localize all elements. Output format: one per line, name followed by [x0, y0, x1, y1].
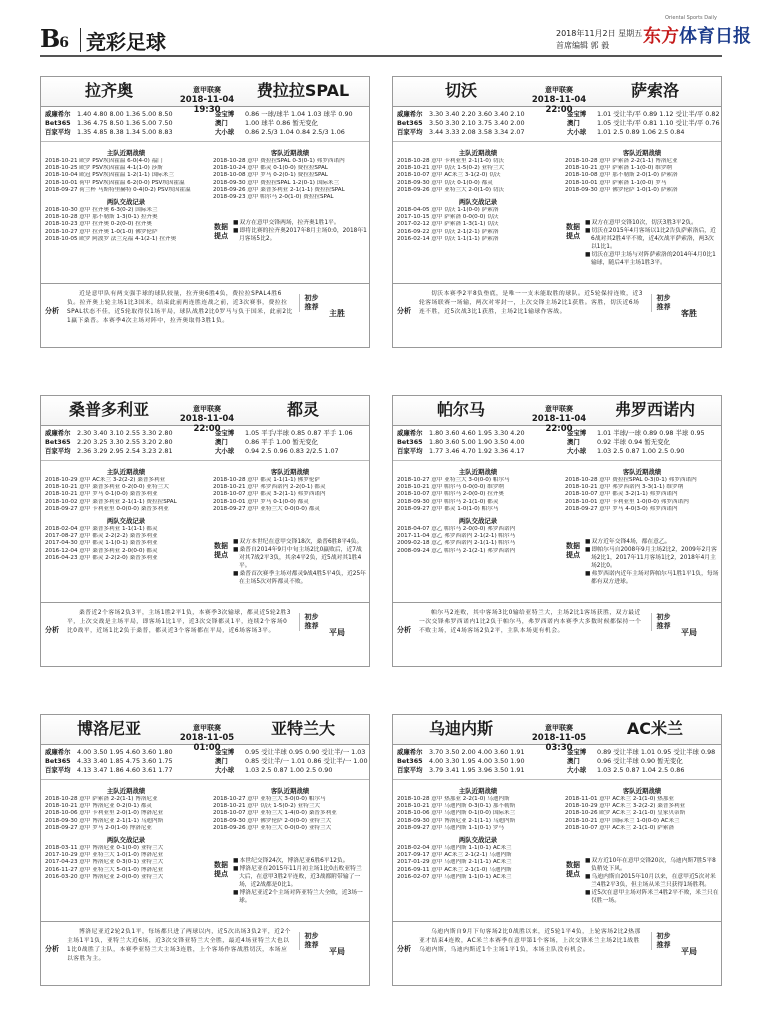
result-row: 2018-11-01 意甲 AC米兰 2-1(1-0) 热那亚 — [565, 796, 675, 802]
result-row: 2018-10-21 意甲 弗罗西诺内 2-2(0-1) 都灵 — [213, 484, 326, 491]
odds-row: 百家平均 3.79 3.41 1.95 3.96 3.50 1.91 — [397, 766, 525, 774]
handicap-row: 大小球 0.86 2.5/3 1.04 0.84 2.5/3 1.06 — [215, 128, 345, 136]
odds-row: 威廉希尔 1.40 4.80 8.00 1.36 5.00 8.50 — [45, 110, 173, 118]
match-card — [392, 76, 722, 348]
tip-item: ■ 双方近年交锋4场，都在意乙。 — [585, 538, 719, 546]
result-row: 2018-10-29 意甲 AC米兰 3-2(2-2) 桑普多利亚 — [565, 803, 686, 810]
analysis-box — [393, 283, 721, 349]
home-team: 帕尔马 — [436, 400, 485, 419]
match-info: 意甲联赛 2018-11-04 22:00 — [531, 86, 587, 115]
result-row: 2017-10-29 意甲 亚特兰大 1-0(1-0) 博洛尼亚 — [45, 852, 164, 859]
result-row: 2016-11-27 意甲 亚特兰大 5-0(1-0) 博洛尼亚 — [45, 866, 164, 873]
result-row: 2018-10-21 意甲 帕尔马 0-0(0-0) 维罗纳 — [397, 484, 505, 491]
result-row: 2018-09-30 意甲 佛罗伦萨 1-0(1-0) 萨索洛 — [565, 186, 678, 193]
result-row: 2018-09-23 意甲 帕尔马 2-0(1-0) 费拉拉SPAL — [213, 194, 334, 201]
handicap-table — [567, 429, 721, 456]
result-row: 2018-09-30 意甲 费拉拉SPAL 1-2(0-1) 国际米兰 — [213, 179, 340, 186]
odds-row: 威廉希尔 2.30 3.40 3.10 2.55 3.30 2.80 — [45, 429, 173, 437]
result-row: 2017-04-30 意甲 都灵 1-1(0-1) 桑普多利亚 — [45, 540, 158, 547]
result-row: 2018-10-21 意甲 桑普多利亚 0-2(0-0) 亚特兰大 — [45, 484, 169, 491]
home-recent-form: 主队近期战绩 2018-10-27 意甲 亚特兰大 3-0(0-0) 帕尔马 2018-10-21 意甲 帕尔马 0-0(0-0) 维罗纳 2018-10-07 意甲 帕尔马 2-0(0-0) 拉齐奥 2018-09-30 意甲 帕尔马 2-1(1-0) 都灵 2018-09-27 意甲 都灵 1-0(1-0) 帕尔马 两队交战记录 2018-04-07 意乙 帕尔马 2-0(0-0) 弗罗西诺内 2017-11-04 意乙 弗罗西诺内 2-1(2-1) 帕尔马 2009-02-18 意乙 弗罗西诺内 2-1(1-1) 帕尔马 2008-09-24 意乙 帕尔马 2-1(2-1) 弗罗西诺内 — [397, 468, 559, 555]
result-row: 2018-04-07 意乙 帕尔马 2-0(0-0) 弗罗西诺内 — [397, 526, 516, 533]
result-row: 2018-10-21 意甲 乌迪内斯 0-3(0-1) 那不勒斯 — [397, 803, 516, 810]
tip-item: ■ 博洛尼亚在2015年11月初主场1比0击败亚特兰大后，在意甲3胜2平连败，近3战都附带输了一场，近2战都是0比1。 — [233, 865, 367, 889]
tip-item: ■ 切沃在2015年4月客场以1比2告负萨索洛后，近6战对其2胜4平不败，近4次战平萨索洛，两3次以1比1。 — [585, 227, 719, 251]
tip-item: ■ 博洛尼亚近2个主场对阵亚特兰大全败，近3场一球。 — [233, 889, 367, 905]
handicap-row: 澳门 1.05 受让半/平 0.81 1.10 受让半/平 0.76 — [567, 119, 720, 127]
handicap-table — [215, 748, 369, 775]
match-card — [40, 76, 370, 348]
odds-row: 百家平均 3.44 3.33 2.08 3.58 3.34 2.07 — [397, 128, 525, 136]
tip-item: ■ 双方在意甲交锋两场，拉齐奥1胜1平。 — [233, 219, 367, 227]
handicap-row: 大小球 0.94 2.5 0.96 0.83 2/2.5 1.07 — [215, 447, 339, 455]
result-row: 2017-08-27 意甲 都灵 2-2(2-2) 桑普多利亚 — [45, 533, 158, 540]
result-row: 2018-10-27 意甲 亚特兰大 3-0(0-0) 帕尔马 — [397, 477, 510, 483]
result-row: 2018-10-07 意甲 AC米兰 3-1(2-0) 切沃 — [397, 172, 501, 179]
away-recent-form: 客队近期战绩 2018-11-01 意甲 AC米兰 2-1(1-0) 热那亚 2018-10-29 意甲 AC米兰 3-2(2-2) 桑普多利亚 2018-10-26 欧罗 AC米兰 2-1(1-0) 皇家贝蒂斯 2018-10-21 意甲 国际米兰 1-0(0-0) AC米兰 2018-10-07 意甲 AC米兰 2-1(1-0) 萨索洛 — [565, 787, 719, 832]
tip-item: ■ 弗罗西诺内近年主场对阵帕尔马1胜1平1负，每场都有双方进球。 — [585, 570, 719, 586]
handicap-row: 澳门 0.85 受让半/一 1.01 0.86 受让半/一 1.00 — [215, 757, 368, 765]
head-to-head: 两队交战记录 2018-04-07 意乙 帕尔马 2-0(0-0) 弗罗西诺内 2017-11-04 意乙 弗罗西诺内 2-1(2-1) 帕尔马 2009-02-18 意乙 弗罗西诺内 2-1(1-1) 帕尔马 2008-09-24 意乙 帕尔马 2-1(2-1) 弗罗西诺内 — [397, 517, 559, 555]
result-row: 2018-10-07 意甲 亚特兰大 1-4(0-0) 桑普多利亚 — [213, 810, 337, 817]
analysis-label: 分析 — [397, 307, 411, 315]
result-row: 2018-10-01 意甲 罗马 0-1(0-0) 都灵 — [213, 498, 309, 505]
analysis-label: 分析 — [397, 626, 411, 634]
odds-table — [397, 429, 577, 456]
tip-item: ■ 即将比赛的拉齐奥2017年8月主场0:0，2018年1月客场5比2。 — [233, 227, 367, 243]
odds-row: 威廉希尔 3.30 3.40 2.20 3.60 3.40 2.10 — [397, 110, 525, 118]
result-row: 2018-09-27 意甲 亚特兰大 0-0(0-0) 都灵 — [213, 505, 321, 512]
home-team: 桑普多利亚 — [68, 400, 149, 419]
odds-row: 威廉希尔 4.00 3.50 1.95 4.60 3.60 1.80 — [45, 748, 173, 756]
odds-row: Bet365 4.33 3.40 1.85 4.75 3.60 1.75 — [45, 757, 173, 765]
result-row: 2016-04-23 意甲 都灵 2-2(2-0) 桑普多利亚 — [45, 554, 158, 561]
result-row: 2018-10-30 意甲 拉齐奥 6-3(0-2) 国际米兰 — [45, 207, 158, 214]
result-row: 2018-02-04 意甲 桑普多利亚 1-1(1-1) 都灵 — [45, 526, 158, 533]
analysis-box — [41, 283, 369, 349]
handicap-row: 澳门 0.86 平手 1.00 暂无变化 — [215, 438, 318, 446]
head-to-head: 两队交战记录 2018-10-30 意甲 拉齐奥 6-3(0-2) 国际米兰 2018-10-28 意甲 那不勒斯 1-3(0-1) 拉齐奥 2018-10-23 意甲 拉齐奥 0-2(0-0) 拉齐奥 2018-10-27 意甲 拉齐奥 1-0(1-0) 佛罗伦萨 2018-10-05 欧罗 阿波罗 法兰克福 4-1(2-1) 拉齐奥 — [45, 198, 207, 243]
handicap-row: 金宝博 0.89 受让半球 1.01 0.95 受让半球 0.98 — [567, 748, 716, 756]
match-card — [40, 714, 370, 986]
result-row: 2018-10-04 欧冠 PSV埃因霍温 1-2(1-1) 国际米兰 — [45, 172, 174, 179]
odds-table — [45, 748, 225, 775]
result-row: 2018-10-08 意甲 罗马 0-2(0-1) 费拉拉SPAL — [213, 172, 328, 179]
recommended-pick: 平局 — [329, 628, 345, 637]
analysis-box — [41, 921, 369, 987]
analysis-text: 乌迪内斯自9月下旬客场2比0战胜以来，近5轮1平4负，上轮客场2比2热那亚才结束4连败，AC米兰本赛季在意甲第1个客场，上次交锋米兰主场2比1战胜乌迪内斯，乌迪内斯近1个主场1平1负，本场主队没有机会。 — [419, 929, 641, 953]
odds-table — [45, 110, 225, 137]
result-row: 2018-09-26 意甲 桑普多利亚 2-1(1-1) 费拉拉SPAL — [213, 186, 345, 193]
result-row: 2018-10-07 意甲 AC米兰 2-1(1-0) 萨索洛 — [565, 824, 675, 831]
match-info: 意甲联赛 2018-11-04 22:00 — [179, 405, 235, 434]
result-row: 2018-10-01 意甲 萨索洛 1-1(0-0) 罗马 — [565, 179, 667, 186]
tips-label: 数据提点 — [566, 223, 580, 240]
result-row: 2016-09-22 意甲 切沃 2-1(2-1) 萨索洛 — [397, 228, 499, 235]
result-row: 2018-03-11 意甲 博洛尼亚 0-1(0-0) 亚特兰大 — [45, 845, 164, 852]
head-to-head: 两队交战记录 2018-04-05 意甲 切沃 1-1(0-0) 萨索洛 2017-10-15 意甲 萨索洛 0-0(0-0) 切沃 2017-02-12 意甲 萨索洛 1-3(1-1) 切沃 2016-09-22 意甲 切沃 2-1(2-1) 萨索洛 2016-02-14 意甲 切沃 1-1(1-1) 萨索洛 — [397, 198, 559, 243]
home-recent-form: 主队近期战绩 2018-10-28 意甲 卡利亚里 2-1(1-0) 切沃 2018-10-21 意甲 切沃 1-5(0-2) 亚特兰大 2018-10-07 意甲 AC米兰 3-1(2-0) 切沃 2018-09-30 意甲 切沃 0-1(0-0) 都灵 2018-09-26 意甲 亚特兰大 2-0(1-0) 切沃 两队交战记录 2018-04-05 意甲 切沃 1-1(0-0) 萨索洛 2017-10-15 意甲 萨索洛 0-0(0-0) 切沃 2017-02-12 意甲 萨索洛 1-3(1-1) 切沃 2016-09-22 意甲 切沃 2-1(2-1) 萨索洛 2016-02-14 意甲 切沃 1-1(1-1) 萨索洛 — [397, 149, 559, 243]
analysis-box — [393, 602, 721, 668]
result-row: 2018-10-01 意甲 卡利亚里 1-0(0-0) 弗罗西诺内 — [565, 498, 689, 505]
result-row: 2018-10-08 意甲 那不勒斯 2-0(1-0) 萨索洛 — [565, 172, 678, 179]
tip-item: ■ 桑普自2014年9月中旬主场2比0赢败后，近7战对其7战2平3负，其余4平2负，近5战对其1胜4平。 — [233, 546, 367, 570]
result-row: 2018-10-02 意甲 桑普多利亚 2-1(1-1) 费拉拉SPAL — [45, 498, 177, 505]
result-row: 2017-09-17 意甲 AC米兰 2-1(2-1) 乌迪内斯 — [397, 852, 512, 859]
tip-item: ■ 本世纪交锋24次，博洛尼亚6胜6平12负。 — [233, 857, 367, 865]
result-row: 2018-10-28 意甲 都灵 1-1(1-1) 佛罗伦萨 — [213, 477, 321, 483]
result-row: 2018-09-27 意甲 乌迪内斯 1-1(0-1) 罗马 — [397, 824, 505, 831]
handicap-table — [215, 429, 369, 456]
odds-row: 威廉希尔 3.70 3.50 2.00 4.00 3.60 1.91 — [397, 748, 525, 756]
result-row: 2018-09-27 意甲 罗马 2-0(1-0) 博洛尼亚 — [45, 824, 153, 831]
away-recent-form: 客队近期战绩 2018-10-27 意甲 亚特兰大 3-0(0-0) 帕尔马 2018-10-21 意甲 切沃 1-5(0-2) 亚特兰大 2018-10-07 意甲 亚特兰大 1-4(0-0) 桑普多利亚 2018-09-30 意甲 佛罗伦萨 2-0(0-0) 亚特兰大 2018-09-26 意甲 亚特兰大 0-0(0-0) 亚特兰大 — [213, 787, 367, 832]
handicap-row: 金宝博 1.01 半球/一球 0.89 0.98 半球 0.95 — [567, 429, 705, 437]
result-row: 2018-10-28 意甲 费拉拉SPAL 0-3(0-1) 弗罗西诺内 — [565, 477, 697, 483]
match-card — [392, 714, 722, 986]
analysis-text: 切沃本赛季2平8负垫底，是唯一一支未能取胜的球队。近5轮保持连败，近3轮客场联赛一场输，两次对零封一，上次交锋主场2比1获胜。客胜，切沃近6场连不胜，近5次战3比1获胜，主场2比1输球作客战。 — [419, 291, 643, 315]
result-row: 2018-10-23 意甲 拉齐奥 0-2(0-0) 拉齐奥 — [45, 221, 153, 228]
handicap-row: 金宝博 1.05 平手/半球 0.85 0.87 平手 1.06 — [215, 429, 353, 437]
header-rule — [40, 55, 722, 57]
tip-item: ■ 双方本世纪在意甲交锋18次，桑普6胜8平4负。 — [233, 538, 367, 546]
home-team: 乌迪内斯 — [428, 719, 493, 738]
result-row: 2018-10-27 意甲 拉齐奥 1-0(1-0) 佛罗伦萨 — [45, 228, 158, 235]
result-row: 2018-09-27 荷兰杯 马斯特里赫特 0-4(0-2) PSV埃因霍温 — [45, 186, 191, 193]
analysis-label: 分析 — [45, 626, 59, 634]
analysis-text: 桑普近2个客场2负3平，主场1胜2平1负，本赛季3次输球，都灵近5轮2胜3平，上次交战是主场平局，即客场1比1平，近3次交锋都灵1平，连续2个客场0比0战平，近场1比2负于桑普，都灵近3个客场都在平局，近6场客场3平。 — [67, 610, 291, 634]
result-row: 2017-01-29 意甲 乌迪内斯 2-1(1-1) AC米兰 — [397, 859, 512, 866]
result-row: 2018-09-30 意甲 博洛尼亚 2-1(1-1) 乌迪内斯 — [397, 817, 516, 824]
odds-table — [397, 748, 577, 775]
result-row: 2018-09-30 意甲 佛罗伦萨 2-0(0-0) 亚特兰大 — [213, 817, 332, 824]
analysis-text: 帕尔马2连败，其中客场3比0输给亚特兰大，主场2比1客场获胜，双方最近一次交锋弗罗西诺内1比2负于帕尔马，弗罗西诺内本赛季大多数时候都保持一个不败主场，近4场客场2负2平，主队本场更有机会。 — [419, 610, 642, 634]
divider — [393, 779, 721, 780]
home-recent-form: 主队近期战绩 2018-10-28 意甲 热那亚 2-2(1-0) 乌迪内斯 2018-10-21 意甲 乌迪内斯 0-3(0-1) 那不勒斯 2018-10-06 意甲 乌迪内斯 0-1(0-0) 国际米兰 2018-09-30 意甲 博洛尼亚 2-1(1-1) 乌迪内斯 2018-09-27 意甲 乌迪内斯 1-1(0-1) 罗马 两队交战记录 2018-02-04 意甲 乌迪内斯 1-1(0-1) AC米兰 2017-09-17 意甲 AC米兰 2-1(2-1) 乌迪内斯 2017-01-29 意甲 乌迪内斯 2-1(1-1) AC米兰 2016-09-11 意甲 AC米兰 2-1(1-0) 乌迪内斯 2016-02-07 意甲 乌迪内斯 1-1(0-1) AC米兰 — [397, 787, 559, 881]
result-row: 2018-10-24 意甲 都灵 0-1(0-0) 费拉拉SPAL — [213, 165, 328, 172]
result-row: 2018-10-28 意甲 萨索洛 2-2(1-1) 博洛尼亚 — [45, 796, 158, 802]
divider — [41, 460, 369, 461]
analysis-label: 分析 — [397, 945, 411, 953]
result-row: 2017-11-04 意乙 弗罗西诺内 2-1(2-1) 帕尔马 — [397, 533, 516, 540]
divider — [393, 141, 721, 142]
away-team: 都灵 — [286, 400, 319, 419]
result-row: 2018-09-30 意甲 博洛尼亚 2-1(1-1) 乌迪内斯 — [45, 817, 164, 824]
head-to-head: 两队交战记录 2018-03-11 意甲 博洛尼亚 0-1(0-0) 亚特兰大 2017-10-29 意甲 亚特兰大 1-0(1-0) 博洛尼亚 2017-04-23 意甲 博洛尼亚 0-3(0-1) 亚特兰大 2016-11-27 意甲 亚特兰大 5-0(1-0) 博洛尼亚 2016-03-20 意甲 博洛尼亚 2-0(0-0) 亚特兰大 — [45, 836, 207, 881]
result-row: 2018-10-28 意甲 萨索洛 2-2(1-1) 博洛尼亚 — [565, 158, 678, 164]
result-row: 2018-09-30 意甲 切沃 0-1(0-0) 都灵 — [397, 179, 493, 186]
away-recent-form: 客队近期战绩 2018-10-28 意甲 费拉拉SPAL 0-3(0-1) 弗罗西诺内 2018-10-24 意甲 都灵 0-1(0-0) 费拉拉SPAL 2018-10-08 意甲 罗马 0-2(0-1) 费拉拉SPAL 2018-09-30 意甲 费拉拉SPAL 1-2(0-1) 国际米兰 2018-09-26 意甲 桑普多利亚 2-1(1-1) 费拉拉SPAL 2018-09-23 意甲 帕尔马 2-0(1-0) 费拉拉SPAL — [213, 149, 367, 201]
handicap-row: 澳门 0.96 受让半球 0.90 暂无变化 — [567, 757, 683, 765]
result-row: 2018-10-27 意甲 亚特兰大 3-0(0-0) 帕尔马 — [213, 796, 326, 802]
result-row: 2018-04-05 意甲 切沃 1-1(0-0) 萨索洛 — [397, 207, 499, 214]
result-row: 2018-10-07 意甲 都灵 3-2(1-1) 弗罗西诺内 — [213, 491, 326, 498]
result-row: 2018-10-05 欧罗 阿波罗 法兰克福 4-1(2-1) 拉齐奥 — [45, 235, 177, 242]
head-to-head: 两队交战记录 2018-02-04 意甲 桑普多利亚 1-1(1-1) 都灵 2017-08-27 意甲 都灵 2-2(2-2) 桑普多利亚 2017-04-30 意甲 都灵 1-1(0-1) 桑普多利亚 2016-12-04 意甲 桑普多利亚 2-0(0-0) 都灵 2016-04-23 意甲 都灵 2-2(2-0) 桑普多利亚 — [45, 517, 207, 562]
result-row: 2018-10-21 意甲 博洛尼亚 0-2(0-1) 都灵 — [45, 803, 153, 810]
analysis-label: 分析 — [45, 945, 59, 953]
odds-row: Bet365 1.36 4.75 8.50 1.36 5.00 7.50 — [45, 119, 173, 127]
recommended-pick: 客胜 — [681, 309, 697, 318]
handicap-row: 金宝博 1.01 受让半/平 0.89 1.12 受让半/平 0.82 — [567, 110, 720, 118]
recommended-pick: 平局 — [681, 947, 697, 956]
result-row: 2018-10-21 意甲 国际米兰 1-0(0-0) AC米兰 — [565, 817, 680, 824]
result-row: 2018-09-27 意甲 卡利亚里 0-0(0-0) 桑普多利亚 — [45, 505, 169, 512]
section-title: 竞彩足球 — [86, 30, 166, 54]
result-row: 2009-02-18 意乙 弗罗西诺内 2-1(1-1) 帕尔马 — [397, 540, 516, 547]
odds-row: 百家平均 1.77 3.46 4.70 1.92 3.36 4.17 — [397, 447, 525, 455]
analysis-label: 分析 — [45, 307, 59, 315]
away-team: 亚特兰大 — [270, 719, 335, 738]
match-info: 意甲联赛 2018-11-04 22:00 — [531, 405, 587, 434]
tip-item: ■ 切沃在意甲主场与对阵萨索洛的2014年4月0比1输球，随后4平主场1胜3平。 — [585, 251, 719, 267]
analysis-box — [393, 921, 721, 987]
result-row: 2016-12-04 意甲 桑普多利亚 2-0(0-0) 都灵 — [45, 547, 158, 554]
result-row: 2016-03-20 意甲 博洛尼亚 2-0(0-0) 亚特兰大 — [45, 873, 164, 880]
odds-table — [397, 110, 577, 137]
odds-row: 威廉希尔 1.80 3.60 4.60 1.95 3.30 4.20 — [397, 429, 525, 437]
away-team: 弗罗西诺内 — [614, 400, 695, 419]
result-row: 2016-02-07 意甲 乌迪内斯 1-1(0-1) AC米兰 — [397, 873, 512, 880]
home-recent-form: 主队近期战绩 2018-10-29 意甲 AC米兰 3-2(2-2) 桑普多利亚 2018-10-21 意甲 桑普多利亚 0-2(0-0) 亚特兰大 2018-10-21 意甲 罗马 0-1(0-0) 桑普多利亚 2018-10-02 意甲 桑普多利亚 2-1(1-1) 费拉拉SPAL 2018-09-27 意甲 卡利亚里 0-0(0-0) 桑普多利亚 两队交战记录 2018-02-04 意甲 桑普多利亚 1-1(1-1) 都灵 2017-08-27 意甲 都灵 2-2(2-2) 桑普多利亚 2017-04-30 意甲 都灵 1-1(0-1) 桑普多利亚 2016-12-04 意甲 桑普多利亚 2-0(0-0) 都灵 2016-04-23 意甲 都灵 2-2(2-0) 桑普多利亚 — [45, 468, 207, 562]
page-header — [0, 0, 762, 64]
result-row: 2018-10-21 意甲 弗罗西诺内 3-3(1-1) 维罗纳 — [565, 484, 684, 491]
result-row: 2018-10-28 意甲 卡利亚里 2-1(1-0) 切沃 — [397, 158, 505, 164]
tip-item: ■ 近5次在意甲主场对阵米兰4胜2平不败，米兰只在仅胜一场。 — [585, 889, 719, 905]
odds-table — [45, 429, 225, 456]
handicap-table — [215, 110, 369, 137]
match-info: 意甲联赛 2018-11-04 19:30 — [179, 86, 235, 115]
tips-label: 数据提点 — [566, 542, 580, 559]
analysis-text: 博洛尼亚近2轮2负1平，每场都只进了两球以内，近5次出场3负2平，近2个主场1平1负，亚特兰大近6场，近3次交锋亚特兰大全胜，最近4场亚特兰大也以1比0战胜了主队，本赛季亚特兰大主场3连胜，上个客场作客战胜切沃，本场应以客胜为主。 — [67, 929, 291, 962]
analysis-box — [41, 602, 369, 668]
tip-item: ■ 双方近10年在意甲交锋20次，乌迪内斯7胜5平8负稍处下风。 — [585, 857, 719, 873]
result-row: 2018-10-07 意甲 帕尔马 2-0(0-0) 拉齐奥 — [397, 491, 505, 498]
result-row: 2018-10-26 欧罗 AC米兰 2-1(1-0) 皇家贝蒂斯 — [565, 810, 686, 817]
handicap-row: 大小球 1.01 2.5 0.89 1.06 2.5 0.84 — [567, 128, 685, 136]
match-card — [392, 395, 722, 667]
handicap-table — [567, 110, 721, 137]
tip-item: ■ 即帕尔马自2008年9月主场2比2，2009年2月客场2比1，2017年11月客场1比2，2018年4月主场2比0。 — [585, 546, 719, 570]
result-row: 2018-10-21 意甲 切沃 1-5(0-2) 亚特兰大 — [213, 803, 321, 810]
tip-item: ■ 乌迪内斯自2015年10月以来，在意甲近5次对米兰4胜2平3负，但主场从米兰只获得1场胜利。 — [585, 873, 719, 889]
handicap-row: 澳门 1.00 球半 0.86 暂无变化 — [215, 119, 318, 127]
odds-row: Bet365 3.50 3.30 2.10 3.75 3.40 2.00 — [397, 119, 525, 127]
home-recent-form: 主队近期战绩 2018-10-28 意甲 萨索洛 2-2(1-1) 博洛尼亚 2018-10-21 意甲 博洛尼亚 0-2(0-1) 都灵 2018-10-06 意甲 卡利亚里 2-0(1-0) 博洛尼亚 2018-09-30 意甲 博洛尼亚 2-1(1-1) 乌迪内斯 2018-09-27 意甲 罗马 2-0(1-0) 博洛尼亚 两队交战记录 2018-03-11 意甲 博洛尼亚 0-1(0-0) 亚特兰大 2017-10-29 意甲 亚特兰大 1-0(1-0) 博洛尼亚 2017-04-23 意甲 博洛尼亚 0-3(0-1) 亚特兰大 2016-11-27 意甲 亚特兰大 5-0(1-0) 博洛尼亚 2016-03-20 意甲 博洛尼亚 2-0(0-0) 亚特兰大 — [45, 787, 207, 881]
odds-row: Bet365 2.20 3.25 3.30 2.55 3.20 2.80 — [45, 438, 173, 446]
divider — [393, 460, 721, 461]
recommended-pick: 主胜 — [329, 309, 345, 318]
recommended-pick: 平局 — [329, 947, 345, 956]
result-row: 2018-09-27 意甲 罗马 4-0(3-0) 弗罗西诺内 — [565, 505, 678, 512]
result-row: 2017-10-15 意甲 萨索洛 0-0(0-0) 切沃 — [397, 214, 499, 221]
result-row: 2018-10-28 意甲 那不勒斯 1-3(0-1) 拉齐奥 — [45, 214, 158, 221]
result-row: 2018-09-30 意甲 帕尔马 2-1(1-0) 都灵 — [397, 498, 499, 505]
away-team: 费拉拉SPAL — [256, 81, 350, 100]
home-team: 切沃 — [444, 81, 477, 100]
recommend-label: 初步推荐 — [299, 613, 319, 631]
result-row: 2018-10-25 欧罗 PSV埃因霍温 4-1(1-0) 莎斯 — [45, 165, 163, 172]
result-row: 2018-10-21 意甲 切沃 1-5(0-2) 亚特兰大 — [397, 165, 505, 172]
match-info: 意甲联赛 2018-11-05 01:00 — [179, 724, 235, 753]
result-row: 2018-10-29 意甲 AC米兰 3-2(2-2) 桑普多利亚 — [45, 477, 166, 483]
recommend-label: 初步推荐 — [651, 613, 671, 631]
away-team: 萨索洛 — [630, 81, 679, 100]
tip-item: ■ 双方在意甲交锋10次，切沃3胜3平2负。 — [585, 219, 719, 227]
recommend-label: 初步推荐 — [299, 294, 319, 312]
recommend-label: 初步推荐 — [299, 932, 319, 950]
result-row: 2017-04-23 意甲 博洛尼亚 0-3(0-1) 亚特兰大 — [45, 859, 164, 866]
result-row: 2018-10-01 荷甲 PSV埃因霍温 6-2(0-0) PSV埃因霍温 — [45, 179, 185, 186]
result-row: 2016-09-11 意甲 AC米兰 2-1(1-0) 乌迪内斯 — [397, 866, 512, 873]
tips-label: 数据提点 — [214, 223, 228, 240]
result-row: 2016-02-14 意甲 切沃 1-1(1-1) 萨索洛 — [397, 235, 499, 242]
home-team: 拉齐奥 — [84, 81, 133, 100]
page-number: B6 — [40, 24, 69, 53]
handicap-table — [567, 748, 721, 775]
match-card — [40, 395, 370, 667]
newspaper-logo: Oriental Sports Daily 东方体育日报 — [643, 15, 751, 47]
divider — [41, 141, 369, 142]
result-row: 2018-10-06 意甲 卡利亚里 2-0(1-0) 博洛尼亚 — [45, 810, 164, 817]
divider — [41, 779, 369, 780]
result-row: 2018-10-21 意甲 罗马 0-1(0-0) 桑普多利亚 — [45, 491, 158, 498]
odds-row: 百家平均 4.13 3.47 1.86 4.60 3.61 1.77 — [45, 766, 173, 774]
odds-row: 百家平均 1.35 4.85 8.38 1.34 5.00 8.83 — [45, 128, 173, 136]
away-recent-form: 客队近期战绩 2018-10-28 意甲 都灵 1-1(1-1) 佛罗伦萨 2018-10-21 意甲 弗罗西诺内 2-2(0-1) 都灵 2018-10-07 意甲 都灵 3-2(1-1) 弗罗西诺内 2018-10-01 意甲 罗马 0-1(0-0) 都灵 2018-09-27 意甲 亚特兰大 0-0(0-0) 都灵 — [213, 468, 367, 513]
handicap-row: 金宝博 0.95 受让半球 0.95 0.90 受让半/一 1.03 — [215, 748, 366, 756]
result-row: 2017-02-12 意甲 萨索洛 1-3(1-1) 切沃 — [397, 221, 499, 228]
result-row: 2008-09-24 意乙 帕尔马 2-1(2-1) 弗罗西诺内 — [397, 547, 516, 554]
home-team: 博洛尼亚 — [76, 719, 141, 738]
tips-label: 数据提点 — [214, 542, 228, 559]
result-row: 2018-10-06 意甲 乌迪内斯 0-1(0-0) 国际米兰 — [397, 810, 516, 817]
handicap-row: 金宝博 0.86 一球/球半 1.04 1.03 球半 0.90 — [215, 110, 353, 118]
tips-label: 数据提点 — [566, 861, 580, 878]
result-row: 2018-10-28 意甲 费拉拉SPAL 0-3(0-1) 弗罗西诺内 — [213, 158, 345, 164]
result-row: 2018-02-04 意甲 乌迪内斯 1-1(0-1) AC米兰 — [397, 845, 512, 852]
result-row: 2018-09-26 意甲 亚特兰大 0-0(0-0) 亚特兰大 — [213, 824, 332, 831]
result-row: 2018-09-27 意甲 都灵 1-0(1-0) 帕尔马 — [397, 505, 499, 512]
odds-row: Bet365 1.80 3.60 5.00 1.90 3.50 4.00 — [397, 438, 525, 446]
result-row: 2018-09-26 意甲 亚特兰大 2-0(1-0) 切沃 — [397, 186, 505, 193]
head-to-head: 两队交战记录 2018-02-04 意甲 乌迪内斯 1-1(0-1) AC米兰 2017-09-17 意甲 AC米兰 2-1(2-1) 乌迪内斯 2017-01-29 意甲 乌迪内斯 2-1(1-1) AC米兰 2016-09-11 意甲 AC米兰 2-1(1-0) 乌迪内斯 2016-02-07 意甲 乌迪内斯 1-1(0-1) AC米兰 — [397, 836, 559, 881]
recommend-label: 初步推荐 — [651, 932, 671, 950]
away-recent-form: 客队近期战绩 2018-10-28 意甲 萨索洛 2-2(1-1) 博洛尼亚 2018-10-21 意甲 萨索洛 1-1(0-0) 维罗纳 2018-10-08 意甲 那不勒斯 2-0(1-0) 萨索洛 2018-10-01 意甲 萨索洛 1-1(0-0) 罗马 2018-09-30 意甲 佛罗伦萨 1-0(1-0) 萨索洛 — [565, 149, 719, 194]
recommended-pick: 平局 — [681, 628, 697, 637]
odds-row: Bet365 4.00 3.30 1.95 4.00 3.50 1.90 — [397, 757, 525, 765]
header-divider — [80, 28, 81, 52]
result-row: 2018-10-07 意甲 都灵 3-2(1-1) 弗罗西诺内 — [565, 491, 678, 498]
away-recent-form: 客队近期战绩 2018-10-28 意甲 费拉拉SPAL 0-3(0-1) 弗罗西诺内 2018-10-21 意甲 弗罗西诺内 3-3(1-1) 维罗纳 2018-10-07 意甲 都灵 3-2(1-1) 弗罗西诺内 2018-10-01 意甲 卡利亚里 1-0(0-0) 弗罗西诺内 2018-09-27 意甲 罗马 4-0(3-0) 弗罗西诺内 — [565, 468, 719, 513]
match-info: 意甲联赛 2018-11-05 03:30 — [531, 724, 587, 753]
handicap-row: 大小球 1.03 2.5 0.87 1.00 2.5 0.90 — [215, 766, 333, 774]
analysis-text: 近是意甲队有两支强手球的球队较量，拉齐奥6胜4负，费拉拉SPAL4胜6负。拉齐奥上轮主场1比3国米，结束此前两连胜连战之前，近3次赛事，费拉拉SPAL状态不佳，近5轮取得仅1场平局，球队战胜2比0罗马与负于国米，此前2比1赢下桑普。本赛季4次主场对阵中，拉齐奥取得3胜1负。 — [67, 291, 293, 324]
handicap-row: 澳门 0.92 半球 0.94 暂无变化 — [567, 438, 670, 446]
odds-row: 百家平均 2.36 3.29 2.95 2.54 3.23 2.81 — [45, 447, 173, 455]
issue-date: 2018年11月2日 星期五 首席编辑 郭 毅 — [556, 29, 643, 50]
handicap-row: 大小球 1.03 2.5 0.87 1.04 2.5 0.86 — [567, 766, 685, 774]
handicap-row: 大小球 1.03 2.5 0.87 1.00 2.5 0.90 — [567, 447, 685, 455]
result-row: 2018-10-28 意甲 热那亚 2-2(1-0) 乌迪内斯 — [397, 796, 510, 802]
tip-item: ■ 桑普首次赛季主场对都灵9战4胜5平4负，近25年在主场5次对阵都灵不败。 — [233, 570, 367, 586]
away-team: AC米兰 — [626, 719, 684, 738]
tips-label: 数据提点 — [214, 861, 228, 878]
result-row: 2018-10-21 欧罗 PSV埃因霍温 6-0(4-0) 福门 — [45, 158, 163, 164]
recommend-label: 初步推荐 — [651, 294, 671, 312]
result-row: 2018-10-21 意甲 萨索洛 1-1(0-0) 维罗纳 — [565, 165, 673, 172]
home-recent-form: 主队近期战绩 2018-10-21 欧罗 PSV埃因霍温 6-0(4-0) 福门 2018-10-25 欧罗 PSV埃因霍温 4-1(1-0) 莎斯 2018-10-04 欧冠 PSV埃因霍温 1-2(1-1) 国际米兰 2018-10-01 荷甲 PSV埃因霍温 6-2(0-0) PSV埃因霍温 2018-09-27 荷兰杯 马斯特里赫特 0-4(0-2) PSV埃因霍温 两队交战记录 2018-10-30 意甲 拉齐奥 6-3(0-2) 国际米兰 2018-10-28 意甲 那不勒斯 1-3(0-1) 拉齐奥 2018-10-23 意甲 拉齐奥 0-2(0-0) 拉齐奥 2018-10-27 意甲 拉齐奥 1-0(1-0) 佛罗伦萨 2018-10-05 欧罗 阿波罗 法兰克福 4-1(2-1) 拉齐奥 — [45, 149, 207, 243]
